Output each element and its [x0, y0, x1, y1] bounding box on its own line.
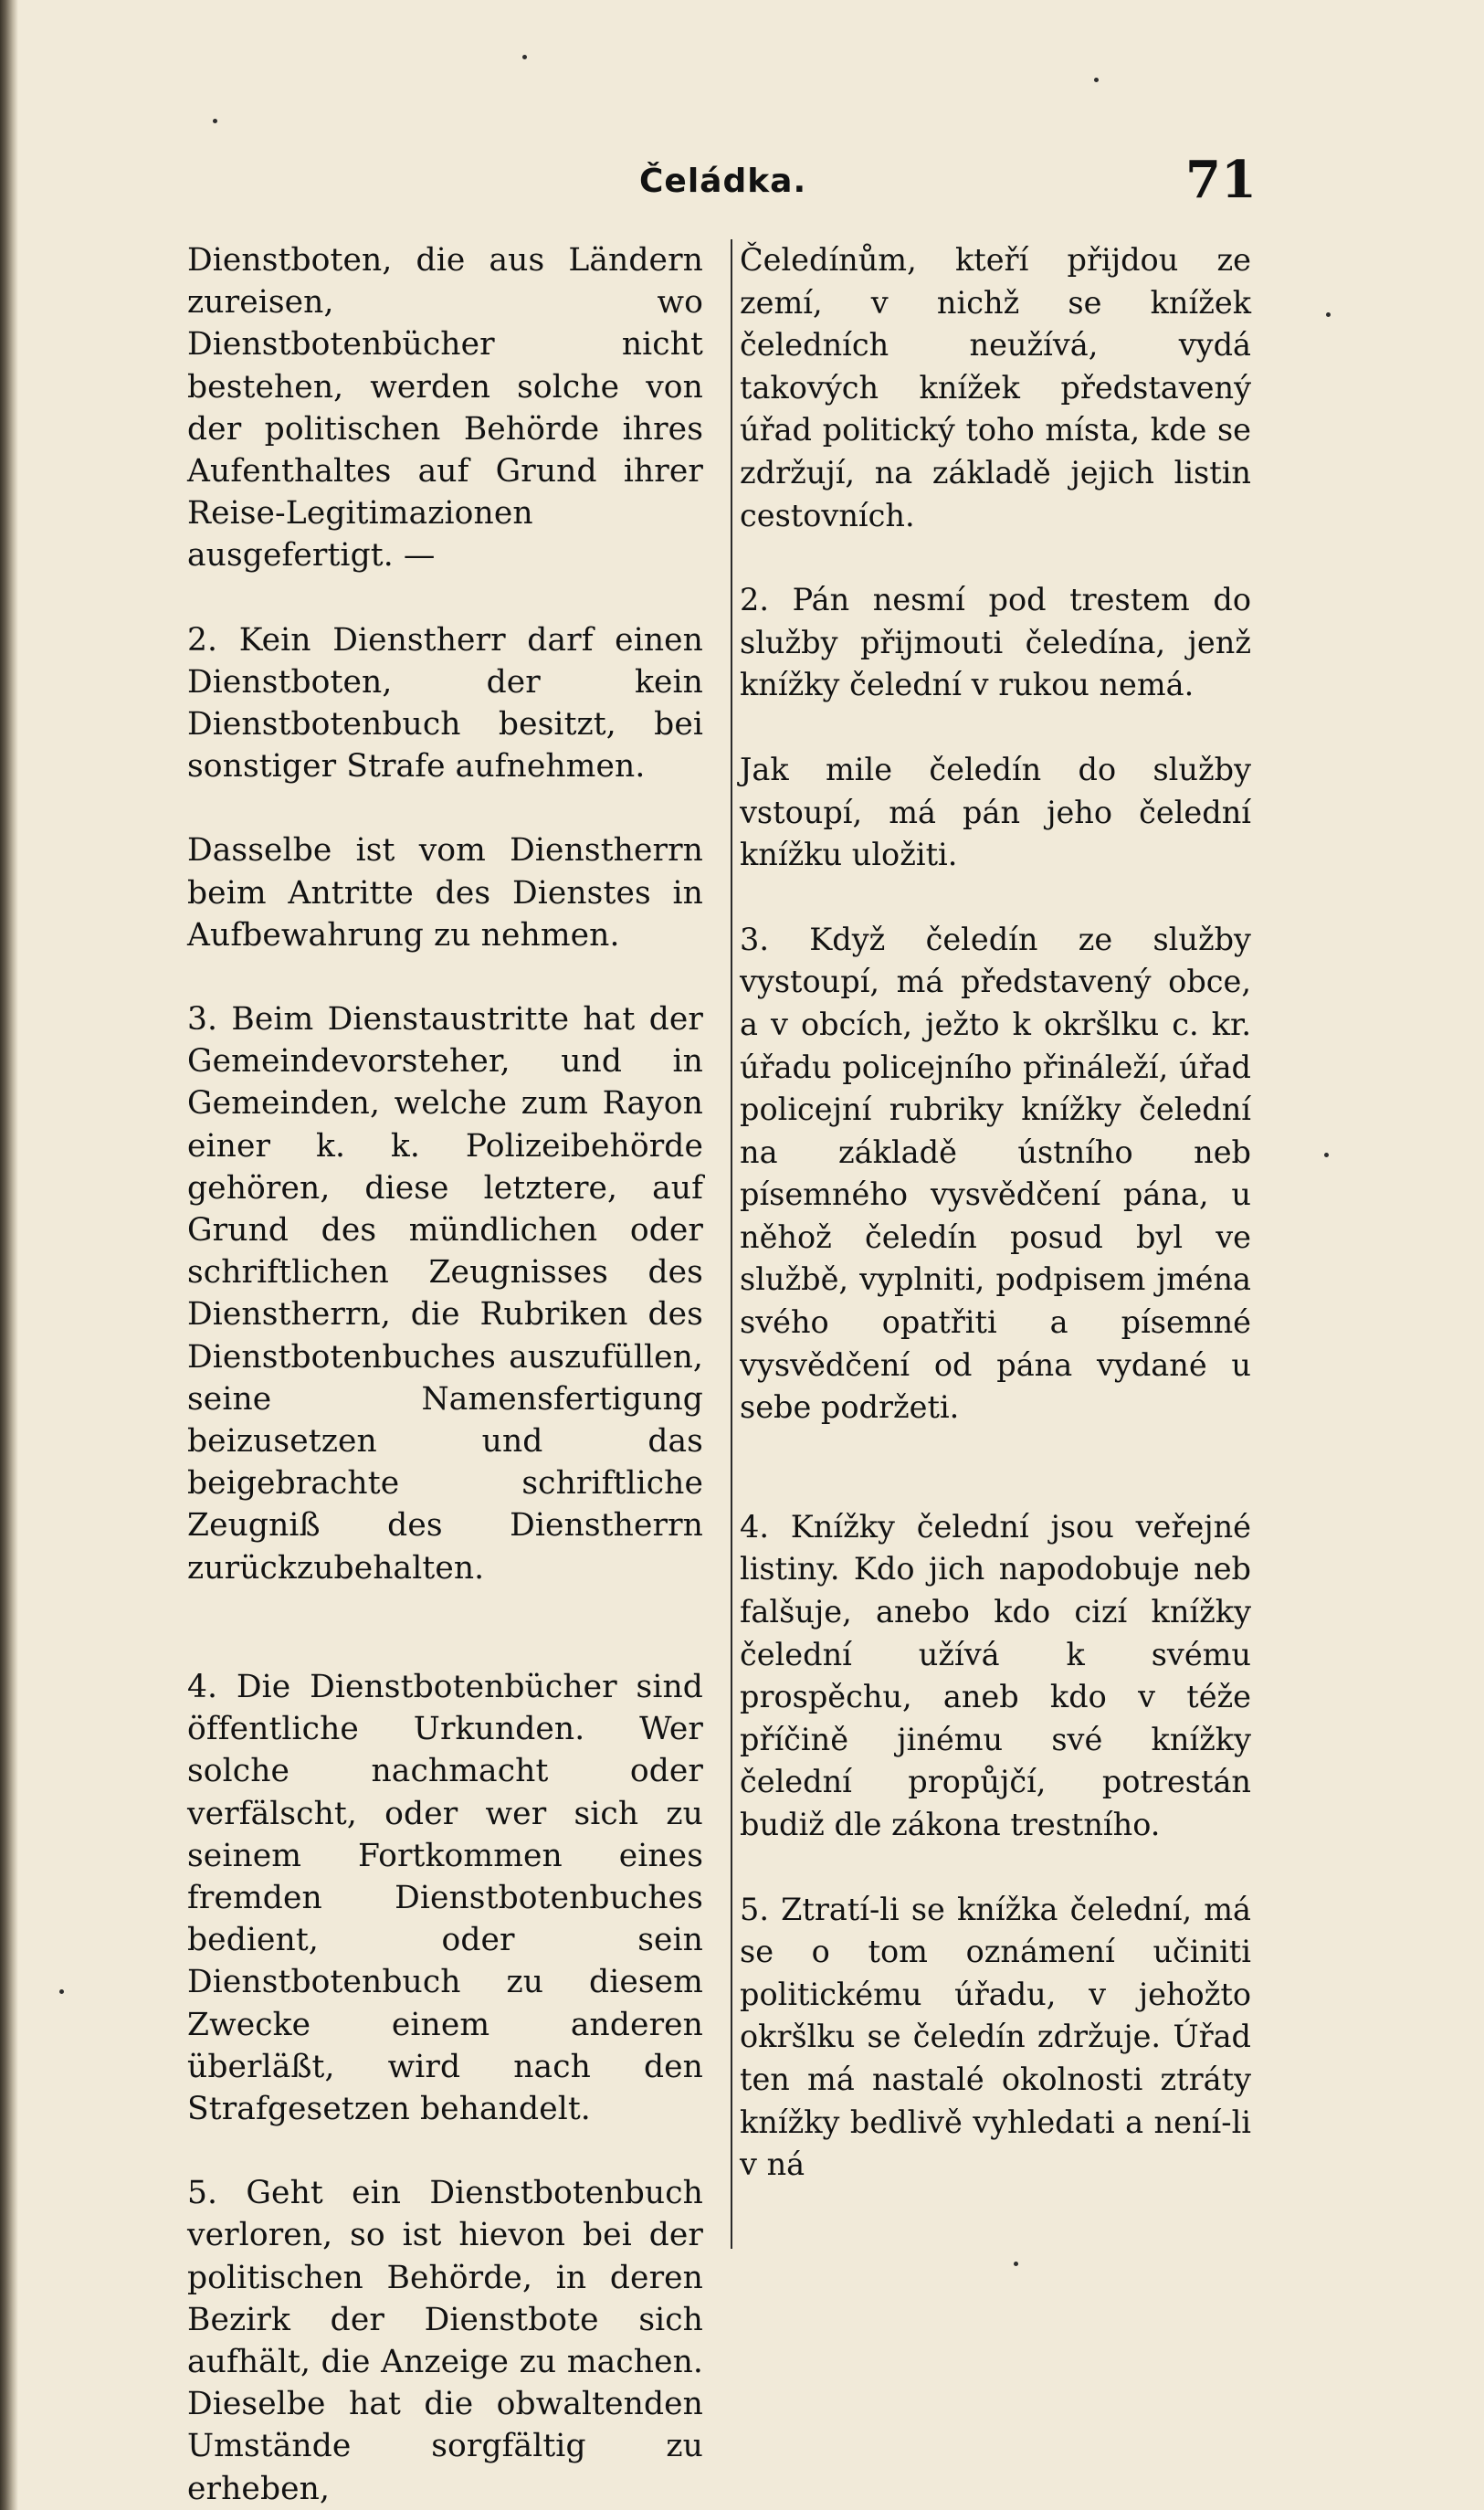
paragraph-2b-de: Dasselbe ist vom Dienstherrn beim Antritte des Dienstes in Aufbewahrung zu nehmen. [187, 832, 703, 954]
page-number: 71 [1185, 150, 1257, 210]
paper-speck [1014, 2262, 1018, 2266]
paragraph-3-de: 3. Beim Dienstaustritte hat der Gemeindevorsteher, und in Gemeinden, welche zum Rayon einer k. k. Polizeibehörde gehören, diese letztere, auf Grund des mündlichen oder schriftlichen Zeugnisses des Dienstherrn, die Rubriken des Dienstbotenbuches auszufüllen, seine Namensfertigung beizusetzen und das beigebrachte schriftliche Zeugniß des Dienstherrn zurückzubehalten. [187, 1001, 703, 1587]
binding-edge [0, 0, 18, 2510]
german-column [187, 239, 703, 2507]
paper-speck [522, 55, 527, 59]
paragraph-2-de: 2. Kein Dienstherr darf einen Dienstboten, der kein Dienstbotenbuch besitzt, bei sonstiger Strafe aufnehmen. [187, 621, 703, 786]
paragraph-intro-cs: Čeledínům, kteří přijdou ze zemí, v nichž se knížek čeledních neužívá, vydá takových knížek představený úřad politický toho místa, kde se zdržují, na základě jejich listin cestovních. [740, 242, 1251, 533]
paper-speck [1324, 1153, 1329, 1157]
paragraph-5-de: 5. Geht ein Dienstbotenbuch verloren, so ist hievon bei der politischen Behörde, in deren Bezirk der Dienstbote sich aufhält, die Anzeige zu machen. Dieselbe hat die obwaltenden Umstände sorgfältig zu erheben, [187, 2175, 703, 2507]
paper-speck [213, 119, 217, 123]
paper-speck [1326, 312, 1331, 317]
paragraph-5-cs: 5. Ztratí-li se knížka čelední, má se o tom oznámení učiniti politickému úřadu, v jehožto okršlku se čeledín zdržuje. Úřad ten má nastalé okolnosti ztráty knížky bedlivě vyhledati a není-li v ná [740, 1891, 1251, 2183]
paragraph-4-de: 4. Die Dienstbotenbücher sind öffentliche Urkunden. Wer solche nachmacht oder verfälscht, oder wer sich zu seinem Fortkommen eines fremden Dienstbotenbuches bedient, oder sein Dienstbotenbuch zu diesem Zwecke einem anderen überläßt, wird nach den Strafgesetzen behandelt. [187, 1668, 703, 2127]
paragraph-2-cs: 2. Pán nesmí pod trestem do služby přijmouti čeledína, jenž knížky čelední v rukou nemá. [740, 582, 1251, 703]
paper-speck [59, 1989, 64, 1994]
paper-speck [1094, 78, 1099, 82]
paragraph-2b-cs: Jak mile čeledín do služby vstoupí, má pán jeho čelední knížku uložiti. [740, 751, 1251, 873]
running-header: Čeládka. [639, 163, 807, 200]
paragraph-3-cs: 3. Když čeledín ze služby vystoupí, má představený obce, a v obcích, ježto k okršlku c. kr. úřadu policejního přináleží, úřad policejní rubriky knížky čelední na základě ústního neb písemného vysvědčení pána, u něhož čeledín posud byl ve službě, vyplniti, podpisem jména svého opatřiti a písemné vysvědčení od pána vydané u sebe podržeti. [740, 921, 1251, 1426]
czech-column [740, 239, 1251, 2249]
paragraph-4-cs: 4. Knížky čelední jsou veřejné listiny. Kdo jich napodobuje neb falšuje, anebo kdo cizí knížky čelední užívá k svému prospěchu, aneb kdo v téže příčině jinému své knížky čelední propůjčí, potrestán budiž dle zákona trestního. [740, 1508, 1251, 1842]
paragraph-intro-de: Dienstboten, die aus Ländern zureisen, wo Dienstbotenbücher nicht bestehen, werden solche von der politischen Behörde ihres Aufenthaltes auf Grund ihrer Reise-Legitimazionen ausgefertigt. — [187, 242, 703, 575]
column-divider [731, 239, 732, 2249]
